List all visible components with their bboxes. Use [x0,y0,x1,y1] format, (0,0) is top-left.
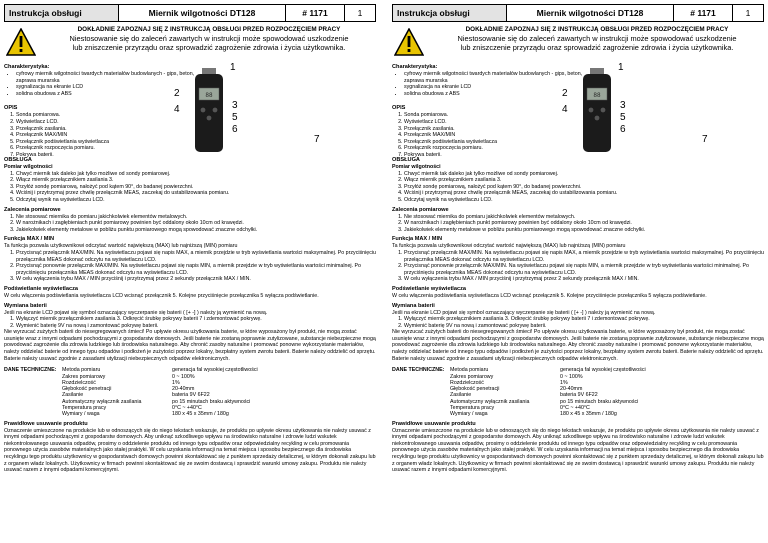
spec-label: Metoda pomiaru [450,367,489,374]
spec-value: 180 x 45 x 35mm / 180g [172,411,229,418]
operation-list [392,171,764,204]
svg-text:88: 88 [205,92,213,99]
spec-value: generacja fal wysokiej częstotliwości [560,367,646,374]
operation-title: OBSŁUGA [4,157,32,163]
product-code: # 1171 [674,5,733,21]
list-item: • cyfrowy miernik wilgotności twardych materiałów budowlanych - gips, beton, zaprawa murarska [404,71,584,84]
callout-6: 6 [620,124,626,135]
list-item: • sygnalizacja na ekranie LCD [16,84,196,91]
spec-value: po 15 minutach braku aktywności [560,398,639,405]
warning-line-1: DOKŁADNIE ZAPOZNAJ SIĘ Z INSTRUKCJĄ OBSŁUGI PRZED ROZPOCZĘCIEM PRACY [77,26,341,33]
battery-title: Wymiana baterii [4,302,47,309]
spec-label: Zakres pomiarowy [450,373,494,380]
backlight-title: Podświetlanie wyświetlacza [392,285,466,292]
list-item: 5. Przełącznik podświetlania wyświetlacza [404,139,764,146]
spec-label: Zakres pomiarowy [62,373,106,380]
list-item: 1. Przycisnąć przełącznik MAX/MIN. Na wyświetlaczu pojawi się napis MAX, a miernik przejdzie w tryb wyświetlania wartości maksymalnej. Po przyciśnięciu przełącznika MEAS dokonać odczytu na wyświetlaczu LCD. [404,250,764,263]
maxmin-title: Funkcja MAX / MIN [392,236,443,243]
list-item: 2. Włącz miernik przełącznikiem zasilania 3. [404,177,764,184]
disposal-title: Prawidłowe usuwanie produktu [392,420,476,427]
callout-5: 5 [232,112,238,123]
parts-title: OPIS [392,105,406,112]
backlight-title: Podświetlanie wyświetlacza [4,285,78,292]
list-item: 1. Wyłączyć miernik przełącznikiem zasilania 3. Odkręcić śrubkę pokrywy baterii 7 i zdemontować pokrywę. [404,316,764,323]
list-item: 2. Przycisnąć ponownie przełącznik MAX/MIN. Na wyświetlaczu pojawi się napis MIN, a miernik przejdzie w tryb wyświetlania wartości minimalnej. Po przyciśnięciu przełącznika MEAS dokonać odczytu na wyświetlaczu LCD. [404,263,764,276]
doc-title: Instrukcja obsługi [392,5,507,21]
svg-text:88: 88 [593,92,601,99]
recommendations-list [4,214,376,234]
page-header [392,4,764,22]
list-item: 5. Przełącznik podświetlania wyświetlacza [16,139,376,146]
list-item: 4. Przełącznik MAX/MIN [404,132,764,139]
operation-subtitle: Pomiar wilgotności [392,164,441,170]
disposal-text: Oznaczenie umieszczone na produkcie lub w odnoszących się do niego tekstach wskazuje, że produktu po upływie okresu użytkowania nie należy usuwać z innymi odpadami pochodzącymi z gospodarstw domowych. Aby uniknąć szkodliwego wpływu na środowisko naturalne i zdrowie ludzi wskutek niekontrolowanego usuwania odpadów, prosimy o oddzielenie produktu od innego typu odpadów oraz odpowiedzialny recykling w celu promowania ponownego użycia zasobów materialnych jako stałej praktyki. W celu uzyskania informacji na temat miejsca i sposobu bezpiecznego dla środowiska recyklingu tego produktu użytkownicy w gospodarstwach domowych powinni skontaktować się z punktem sprzedaży detalicznej, w którym dokonali zakupu lub z organem władz lokalnych. Użytkownicy w firmach powinni skontaktować się ze swoim dostawcą i sprawdzić warunki umowy zakupu. Produktu nie należy usuwać razem z innymi odpadami komercyjnymi. [392,427,764,474]
spec-value: 0°C ~ +40°C [560,405,590,412]
warning-line-1: DOKŁADNIE ZAPOZNAJ SIĘ Z INSTRUKCJĄ OBSŁUGI PRZED ROZPOCZĘCIEM PRACY [465,26,729,33]
disposal-title: Prawidłowe usuwanie produktu [4,420,88,427]
battery-note: Nie wyrzucać zużytych baterii do niesegregowanych śmieci! Po upływie okresu użytkowania baterie, w które wyposażony był produkt, nie mogą zostać usunięte wraz z innymi odpadami pochodzącymi z gospodarstw domowych. Jeśli baterie nie zostaną poprawnie zutylizowane, substancje niebezpieczne mogą powodować zagrożenie dla zdrowia ludzkiego lub środowiska naturalnego. Aby chronić zasoby naturalne i promować ponowne wykorzystanie materiałów, należy oddzielać baterie od innego typu odpadów i podłożeń je zużytości poprzez lokalny, bezpłatny system zwrotu baterii. Baterie należy oddzielić od sprzętu. Baterie należy usuwać zgodnie z zasadami utylizacji niebezpiecznych odpadów elektronicznych. [392,329,764,362]
callout-4: 4 [562,104,568,115]
maxmin-list [4,250,376,283]
recommendations-title: Zalecenia pomiarowe [392,206,449,213]
specs-values [560,367,764,417]
product-code: # 1171 [286,5,345,21]
list-item: 6. Przełącznik rozpoczęcia pomiaru. [404,145,764,152]
callout-2: 2 [562,88,568,99]
page-number: 1 [733,5,764,21]
list-item: • cyfrowy miernik wilgotności twardych materiałów budowlanych - gips, beton, zaprawa murarska [16,71,196,84]
product-name: Miernik wilgotności DT128 [507,5,674,21]
list-item: 1. Przycisnąć przełącznik MAX/MIN. Na wyświetlaczu pojawi się napis MAX, a miernik przejdzie w tryb wyświetlania wartości maksymalnej. Po przyciśnięciu przełącznika MEAS dokonać odczytu na wyświetlaczu LCD. [16,250,376,263]
callout-4: 4 [174,104,180,115]
list-item: • sygnalizacja na ekranie LCD [404,84,584,91]
callout-1: 1 [618,62,624,73]
doc-title: Instrukcja obsługi [4,5,119,21]
spec-label: Wymiary / waga [450,411,488,418]
maxmin-list [392,250,764,283]
spec-value: 1% [560,379,568,386]
moisture-meter-device-image [580,68,614,154]
spec-label: Zasilanie [450,392,472,399]
spec-value: 0 ~ 100% [560,373,583,380]
backlight-text: W celu włączenia podświetlania wyświetlacza LCD wcisnąć przełącznik 5. Kolejne przyciśnięcie przełącznika 5 wyłącza podświetlanie. [4,292,319,299]
specs-title: DANE TECHNICZNE: [4,367,57,374]
callout-1: 1 [230,62,236,73]
list-item: 4. Wciśnij i przytrzymaj przez chwilę przełącznik MEAS, zaczekaj do ustabilizowania pomiaru. [404,190,764,197]
spec-value: bateria 9V 6F22 [172,392,210,399]
callout-3: 3 [620,100,626,111]
spec-label: Głębokość penetracji [62,386,112,393]
specs-labels [450,367,560,417]
page-header [4,4,376,22]
maxmin-title: Funkcja MAX / MIN [4,236,55,243]
spec-value: po 15 minutach braku aktywności [172,398,251,405]
warning-triangle-icon [394,28,424,56]
specs-title: DANE TECHNICZNE: [392,367,445,374]
warning-line-3: lub zniszczenie przyrządu oraz sprowadzić zagrożenie zdrowia i życia użytkownika. [72,43,346,53]
parts-title: OPIS [4,105,18,112]
battery-title: Wymiana baterii [392,302,435,309]
spec-value: 20-40mm [560,386,583,393]
list-item: 3. Przyłóż sondę pomiarową, nałożyć pod kątem 90°, do badanej powierzchni. [16,184,376,191]
callout-5: 5 [620,112,626,123]
list-item: 7. Pokrywa baterii. [16,152,376,159]
list-item: 3. Jakiekolwiek elementy metalowe w pobliżu punktu pomiarowego mogą spowodować znaczne odchyłki. [404,227,764,234]
spec-value: 1% [172,379,180,386]
warning-box [392,25,764,61]
spec-label: Automatyczny wyłącznik zasilania [62,398,142,405]
warning-triangle-icon [6,28,36,56]
callout-7: 7 [702,134,708,145]
spec-label: Temperatura pracy [450,405,495,412]
spec-value: generacja fal wysokiej częstotliwości [172,367,258,374]
list-item: 2. Włącz miernik przełącznikiem zasilania 3. [16,177,376,184]
spec-label: Automatyczny wyłącznik zasilania [450,398,530,405]
list-item: 3. W celu wyłączenia trybu MAX / MIN przyciśnij i przytrzymaj przez 2 sekundy przełącznik MAX / MIN. [16,276,376,283]
operation-subtitle: Pomiar wilgotności [4,164,53,170]
spec-label: Zasilanie [62,392,84,399]
warning-line-2: Niestosowanie się do zaleceń zawartych w instrukcji może spowodować uszkodzenie [457,34,737,44]
list-item: 1. Chwyć miernik tak daleko jak tylko możliwe od sondy pomiarowej. [16,171,376,178]
spec-label: Głębokość penetracji [450,386,500,393]
callout-6: 6 [232,124,238,135]
spec-value: 0 ~ 100% [172,373,195,380]
recommendations-title: Zalecenia pomiarowe [4,206,61,213]
recommendations-list [392,214,764,234]
features-list [4,71,196,97]
list-item: 7. Pokrywa baterii. [404,152,764,159]
callout-3: 3 [232,100,238,111]
features-and-parts [4,62,376,158]
maxmin-intro: Ta funkcja pozwala użytkownikowi odczytać wartość największą (MAX) lub najniższą (MIN) pomiaru [4,243,238,250]
list-item: 3. W celu wyłączenia trybu MAX / MIN przyciśnij i przytrzymaj przez 2 sekundy przełącznik MAX / MIN. [404,276,764,283]
battery-note: Nie wyrzucać zużytych baterii do niesegregowanych śmieci! Po upływie okresu użytkowania baterie, w które wyposażony był produkt, nie mogą zostać usunięte wraz z innymi odpadami pochodzącymi z gospodarstw domowych. Jeśli baterie nie zostaną poprawnie zutylizowane, substancje niebezpieczne mogą powodować zagrożenie dla zdrowia ludzkiego lub środowiska naturalnego. Aby chronić zasoby naturalne i promować ponowne wykorzystanie materiałów, należy oddzielać baterie od innego typu odpadów i podłożeń je zużytości poprzez lokalny, bezpłatny system zwrotu baterii. Baterie należy oddzielić od sprzętu. Baterie należy usuwać zgodnie z zasadami utylizacji niebezpiecznych odpadów elektronicznych. [4,329,376,362]
parts-list [4,112,376,158]
spec-value: 20-40mm [172,386,195,393]
spec-label: Wymiary / waga [62,411,100,418]
list-item: 3. Przyłóż sondę pomiarową, nałożyć pod kątem 90°, do badanej powierzchni. [404,184,764,191]
list-item: 2. Wyświetlacz LCD. [16,119,376,126]
callout-2: 2 [174,88,180,99]
maxmin-intro: Ta funkcja pozwala użytkownikowi odczytać wartość największą (MAX) lub najniższą (MIN) pomiaru [392,243,626,250]
spec-value: 180 x 45 x 35mm / 180g [560,411,617,418]
list-item: 2. W narożnikach i zagłębieniach punkt pomiarowy powinien być oddalony około 10cm od krawędzi. [16,220,376,227]
parts-list [392,112,764,158]
list-item: 3. Przełącznik zasilania. [404,126,764,133]
list-item: 3. Jakiekolwiek elementy metalowe w pobliżu punktu pomiarowego mogą spowodować znaczne odchyłki. [16,227,376,234]
spec-value: 0°C ~ +40°C [172,405,202,412]
features-list [392,71,584,97]
list-item: 4. Wciśnij i przytrzymaj przez chwilę przełącznik MEAS, zaczekaj do ustabilizowania pomiaru. [16,190,376,197]
battery-intro: Jeśli na ekranie LCD pojawi się symbol oznaczający wyczerpanie się baterii ( [+ -] ) należy ją wymienić na nową. [4,309,268,316]
list-item: 1. Sonda pomiarowa. [404,112,764,119]
battery-list [4,316,376,329]
list-item: 1. Nie stosować miernika do pomiaru jakichkolwiek elementów metalowych. [404,214,764,221]
manual-page-right [392,4,764,534]
features-title: Charakterystyka: [4,64,50,70]
list-item: 1. Wyłączyć miernik przełącznikiem zasilania 3. Odkręcić śrubkę pokrywy baterii 7 i zdemontować pokrywę. [16,316,376,323]
list-item: 2. Wymienić baterię 9V na nową i zamontować pokrywę baterii. [404,323,764,330]
list-item: 5. Odczytaj wynik na wyświetlaczu LCD. [16,197,376,204]
page-number: 1 [345,5,376,21]
list-item: 1. Chwyć miernik tak daleko jak tylko możliwe od sondy pomiarowej. [404,171,764,178]
list-item: 2. Wyświetlacz LCD. [404,119,764,126]
features-and-parts [392,62,764,158]
spec-label: Temperatura pracy [62,405,107,412]
list-item: • solidna obudowa z ABS [16,91,196,98]
list-item: 1. Nie stosować miernika do pomiaru jakichkolwiek elementów metalowych. [16,214,376,221]
list-item: 3. Przełącznik zasilania. [16,126,376,133]
list-item: 2. W narożnikach i zagłębieniach punkt pomiarowy powinien być oddalony około 10cm od krawędzi. [404,220,764,227]
list-item: 2. Przycisnąć ponownie przełącznik MAX/MIN. Na wyświetlaczu pojawi się napis MIN, a miernik przejdzie w tryb wyświetlania wartości minimalnej. Po przyciśnięciu przełącznika MEAS dokonać odczytu na wyświetlaczu LCD. [16,263,376,276]
spec-value: bateria 9V 6F22 [560,392,598,399]
specs-values [172,367,376,417]
operation-list [4,171,376,204]
specs-table [392,367,764,417]
disposal-text: Oznaczenie umieszczone na produkcie lub w odnoszących się do niego tekstach wskazuje, że produktu po upływie okresu użytkowania nie należy usuwać z innymi odpadami pochodzącymi z gospodarstw domowych. Aby uniknąć szkodliwego wpływu na środowisko naturalne i zdrowie ludzi wskutek niekontrolowanego usuwania odpadów, prosimy o oddzielenie produktu od innego typu odpadów oraz odpowiedzialny recykling w celu promowania ponownego użycia zasobów materialnych jako stałej praktyki. W celu uzyskania informacji na temat miejsca i sposobu bezpiecznego dla środowiska recyklingu tego produktu użytkownicy w gospodarstwach domowych powinni skontaktować się z punktem sprzedaży detalicznej, w którym dokonali zakupu lub z organem władz lokalnych. Użytkownicy w firmach powinni skontaktować się ze swoim dostawcą i sprawdzić warunki umowy zakupu. Produktu nie należy usuwać razem z innymi odpadami komercyjnymi. [4,427,376,474]
moisture-meter-device-image [192,68,226,154]
warning-line-3: lub zniszczenie przyrządu oraz sprowadzić zagrożenie zdrowia i życia użytkownika. [460,43,734,53]
product-name: Miernik wilgotności DT128 [119,5,286,21]
callout-7: 7 [314,134,320,145]
spec-label: Metoda pomiaru [62,367,101,374]
list-item: 6. Przełącznik rozpoczęcia pomiaru. [16,145,376,152]
list-item: 2. Wymienić baterię 9V na nową i zamontować pokrywę baterii. [16,323,376,330]
battery-intro: Jeśli na ekranie LCD pojawi się symbol oznaczający wyczerpanie się baterii ( [+ -] ) należy ją wymienić na nową. [392,309,656,316]
specs-labels [62,367,172,417]
list-item: 5. Odczytaj wynik na wyświetlaczu LCD. [404,197,764,204]
spec-label: Rozdzielczość [450,379,484,386]
warning-line-2: Niestosowanie się do zaleceń zawartych w instrukcji może spowodować uszkodzenie [69,34,349,44]
spec-label: Rozdzielczość [62,379,96,386]
operation-title: OBSŁUGA [392,157,420,163]
backlight-text: W celu włączenia podświetlania wyświetlacza LCD wcisnąć przełącznik 5. Kolejne przyciśnięcie przełącznika 5 wyłącza podświetlanie. [392,292,707,299]
manual-page-left [4,4,376,534]
list-item: 1. Sonda pomiarowa. [16,112,376,119]
list-item: • solidna obudowa z ABS [404,91,584,98]
features-title: Charakterystyka: [392,64,438,70]
specs-table [4,367,376,417]
warning-box [4,25,376,61]
list-item: 4. Przełącznik MAX/MIN [16,132,376,139]
battery-list [392,316,764,329]
